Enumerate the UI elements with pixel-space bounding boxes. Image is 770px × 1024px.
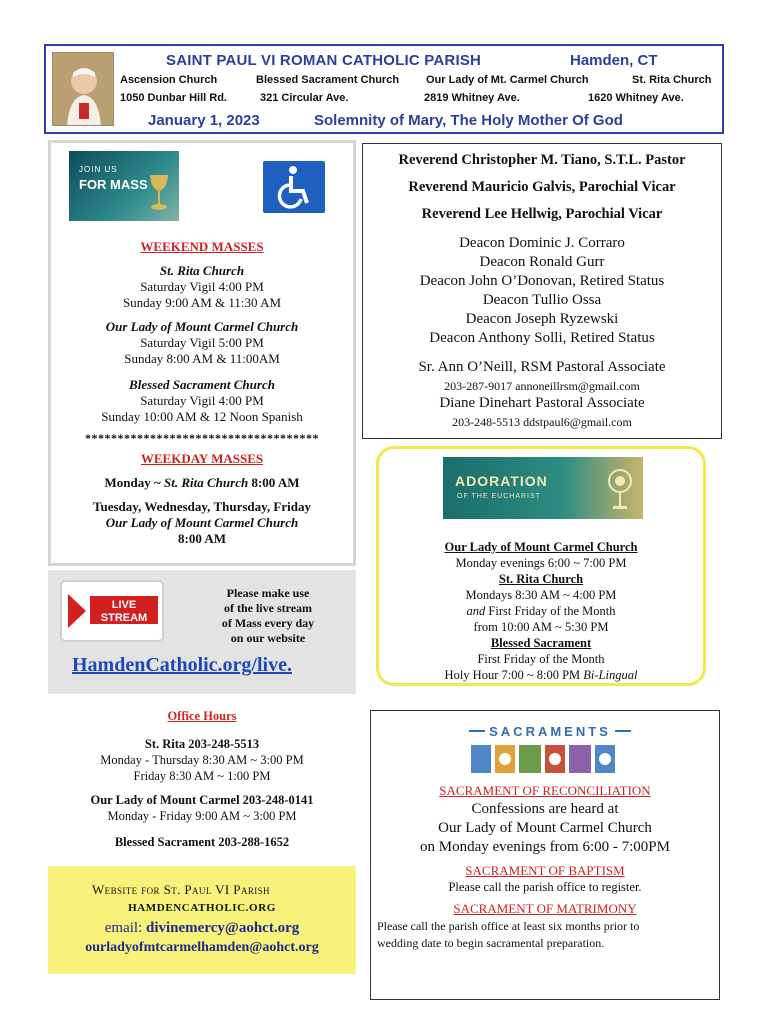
church-mt-carmel: Our Lady of Mt. Carmel Church bbox=[426, 74, 589, 86]
weekend-st-rita-sunday: Sunday 9:00 AM & 11:30 AM bbox=[122, 295, 282, 310]
weekend-st-rita-vigil: Saturday Vigil 4:00 PM bbox=[140, 279, 264, 294]
deacon-1: Deacon Dominic J. Corraro bbox=[459, 235, 625, 251]
adoration-subtitle: OF THE EUCHARIST bbox=[457, 493, 541, 500]
clergy-box bbox=[362, 143, 722, 439]
church-ascension: Ascension Church bbox=[120, 74, 218, 86]
email-line-1: email: divinemercy@aohct.org bbox=[104, 920, 300, 936]
deacon-4: Deacon Tullio Ossa bbox=[482, 292, 602, 308]
adoration-rita-time1: Mondays 8:30 AM ~ 4:00 PM bbox=[465, 588, 617, 602]
pastoral-associate-1-contact: 203-287-9017 annoneillrsm@gmail.com bbox=[444, 379, 640, 393]
weekend-mt-carmel-vigil: Saturday Vigil 5:00 PM bbox=[140, 335, 264, 350]
for-mass-text: FOR MASS bbox=[79, 177, 148, 192]
join-us-text: JOIN US bbox=[79, 165, 118, 174]
adoration-box bbox=[376, 446, 706, 686]
weekend-masses-title: WEEKEND MASSES bbox=[140, 239, 264, 254]
adoration-rita-time2: and First Friday of the Month bbox=[466, 604, 616, 618]
parochial-vicar-1: Reverend Mauricio Galvis, Parochial Vicar bbox=[408, 179, 676, 195]
matrimony-title: SACRAMENT OF MATRIMONY bbox=[453, 901, 637, 916]
weekday-tue-fri: Tuesday, Wednesday, Thursday, Friday bbox=[93, 499, 311, 514]
adoration-title: ADORATION bbox=[455, 473, 548, 489]
address-mt-carmel: 2819 Whitney Ave. bbox=[424, 92, 520, 104]
office-hours-title: Office Hours bbox=[167, 709, 237, 723]
adoration-rita-name: St. Rita Church bbox=[498, 572, 584, 586]
parish-name: SAINT PAUL VI ROMAN CATHOLIC PARISH bbox=[166, 52, 482, 69]
office-carmel-phone: Our Lady of Mount Carmel 203-248-0141 bbox=[90, 793, 314, 807]
weekday-tue-fri-time: 8:00 AM bbox=[177, 531, 227, 546]
weekend-blessed-name: Blessed Sacrament Church bbox=[129, 377, 275, 392]
matrimony-line1: Please call the parish office at least six months prior to bbox=[377, 919, 640, 933]
office-rita-hours2: Friday 8:30 AM ~ 1:00 PM bbox=[133, 769, 271, 783]
deacon-6: Deacon Anthony Solli, Retired Status bbox=[429, 330, 655, 346]
email-mtcarmel[interactable]: ourladyofmtcarmelhamden@aohct.org bbox=[85, 940, 319, 955]
office-rita-phone: St. Rita 203-248-5513 bbox=[144, 737, 260, 751]
bulletin-header bbox=[44, 44, 724, 134]
monstrance-icon bbox=[603, 467, 637, 511]
website-box bbox=[48, 866, 356, 974]
adoration-rita-time3: from 10:00 AM ~ 5:30 PM bbox=[473, 620, 609, 634]
chalice-icon bbox=[147, 173, 171, 213]
adoration-blessed-time1: First Friday of the Month bbox=[477, 652, 605, 666]
adoration-banner-image bbox=[443, 457, 643, 519]
weekday-tue-fri-church: Our Lady of Mount Carmel Church bbox=[105, 515, 299, 530]
bulletin-date: January 1, 2023 bbox=[148, 112, 260, 129]
sacraments-logo bbox=[465, 721, 635, 781]
address-blessed-sacrament: 321 Circular Ave. bbox=[260, 92, 349, 104]
weekend-st-rita-name: St. Rita Church bbox=[159, 263, 245, 278]
pastoral-associate-2: Diane Dinehart Pastoral Associate bbox=[439, 395, 645, 411]
website-title: Website for St. Paul VI Parish bbox=[92, 882, 270, 897]
weekday-masses-title: WEEKDAY MASSES bbox=[140, 451, 264, 466]
weekend-mt-carmel-name: Our Lady of Mount Carmel Church bbox=[105, 319, 299, 334]
church-st-rita: St. Rita Church bbox=[632, 74, 712, 86]
email-divinemercy[interactable]: divinemercy@aohct.org bbox=[146, 920, 300, 936]
live-stream-badge bbox=[60, 580, 164, 642]
pastoral-associate-2-contact: 203-248-5513 ddstpaul6@gmail.com bbox=[452, 415, 632, 429]
office-rita-hours1: Monday - Thursday 8:30 AM ~ 3:00 PM bbox=[100, 753, 304, 767]
live-stream-box bbox=[48, 570, 356, 694]
divider-stars: ************************************ bbox=[85, 431, 319, 445]
pastoral-associate-1: Sr. Ann O’Neill, RSM Pastoral Associate bbox=[418, 359, 666, 375]
baptism-title: SACRAMENT OF BAPTISM bbox=[465, 863, 625, 878]
baptism-line1: Please call the parish office to register. bbox=[448, 880, 642, 894]
weekend-blessed-sunday: Sunday 10:00 AM & 12 Noon Spanish bbox=[101, 409, 303, 424]
live-stream-link[interactable]: HamdenCatholic.org/live. bbox=[72, 654, 292, 676]
adoration-blessed-time2: Holy Hour 7:00 ~ 8:00 PM Bi-Lingual bbox=[444, 668, 638, 682]
mass-schedule-box bbox=[48, 140, 356, 566]
office-blessed-phone: Blessed Sacrament 203-288-1652 bbox=[114, 835, 290, 849]
parochial-vicar-2: Reverend Lee Hellwig, Parochial Vicar bbox=[421, 206, 663, 222]
sacraments-logo-text: SACRAMENTS bbox=[489, 724, 611, 739]
reconciliation-line2: Our Lady of Mount Carmel Church bbox=[438, 820, 652, 836]
deacon-2: Deacon Ronald Gurr bbox=[479, 254, 605, 270]
website-url[interactable]: HAMDENCATHOLIC.ORG bbox=[128, 902, 276, 914]
adoration-carmel-name: Our Lady of Mount Carmel Church bbox=[444, 540, 638, 554]
deacon-3: Deacon John O’Donovan, Retired Status bbox=[419, 273, 665, 289]
wheelchair-accessible-icon bbox=[263, 161, 325, 213]
pastor-name: Reverend Christopher M. Tiano, S.T.L. Pastor bbox=[398, 152, 686, 168]
reconciliation-title: SACRAMENT OF RECONCILIATION bbox=[439, 783, 651, 798]
deacon-5: Deacon Joseph Ryzewski bbox=[465, 311, 619, 327]
office-carmel-hours: Monday - Friday 9:00 AM ~ 3:00 PM bbox=[107, 809, 297, 823]
live-badge-text: LIVE bbox=[111, 599, 137, 611]
address-ascension: 1050 Dunbar Hill Rd. bbox=[120, 92, 227, 104]
join-us-for-mass-image bbox=[69, 151, 179, 221]
weekend-mt-carmel-sunday: Sunday 8:00 AM & 11:00AM bbox=[124, 351, 280, 366]
matrimony-line2: wedding date to begin sacramental preparation. bbox=[377, 936, 605, 950]
live-stream-message: Please make use of the live stream of Mass every day on our website bbox=[221, 586, 315, 645]
reconciliation-line3: on Monday evenings from 6:00 - 7:00PM bbox=[420, 839, 670, 855]
pope-portrait bbox=[52, 52, 114, 126]
sacraments-box bbox=[370, 710, 720, 1000]
feast-title: Solemnity of Mary, The Holy Mother Of God bbox=[314, 112, 623, 129]
address-st-rita: 1620 Whitney Ave. bbox=[588, 92, 684, 104]
church-blessed-sacrament: Blessed Sacrament Church bbox=[256, 74, 400, 86]
adoration-blessed-name: Blessed Sacrament bbox=[490, 636, 592, 650]
weekday-monday: Monday ~ St. Rita Church 8:00 AM bbox=[104, 475, 300, 490]
office-hours-box bbox=[48, 704, 356, 864]
stream-badge-text: STREAM bbox=[100, 612, 148, 624]
weekend-blessed-vigil: Saturday Vigil 4:00 PM bbox=[140, 393, 264, 408]
reconciliation-line1: Confessions are heard at bbox=[471, 801, 619, 817]
parish-city: Hamden, CT bbox=[570, 52, 658, 69]
adoration-carmel-time: Monday evenings 6:00 ~ 7:00 PM bbox=[455, 556, 627, 570]
